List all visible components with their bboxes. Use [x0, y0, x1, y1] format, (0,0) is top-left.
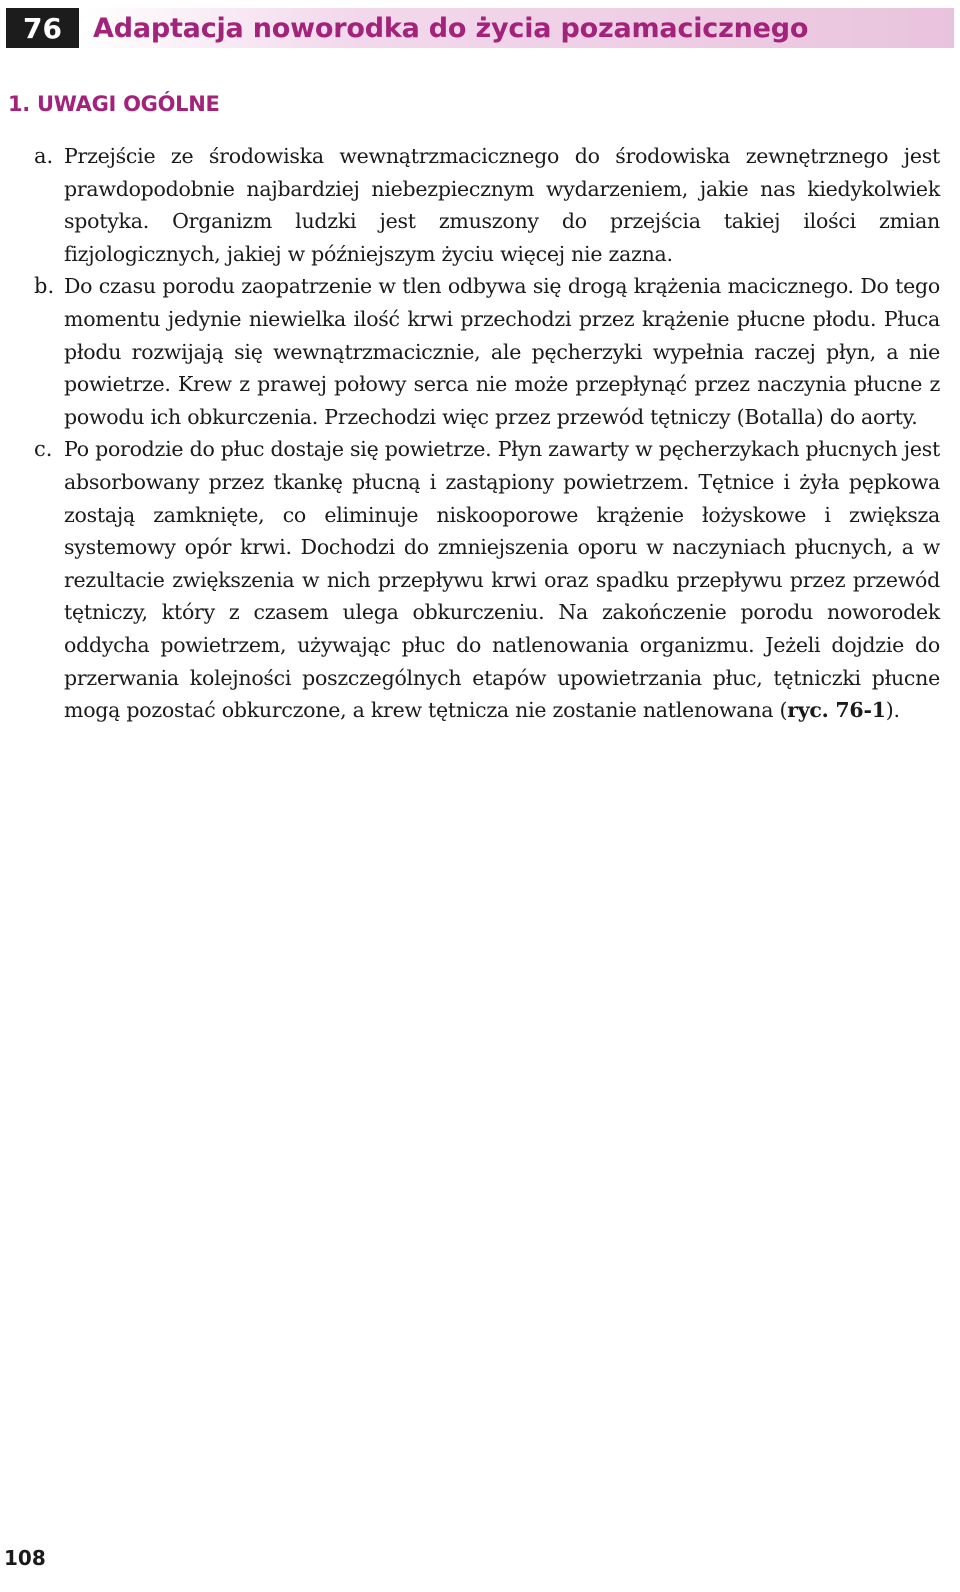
list-item-a	[34, 140, 940, 270]
item-text-c	[64, 433, 940, 726]
body-content	[34, 140, 940, 727]
item-text-c-body: Po porodzie do płuc dostaje się powietrze. Płyn zawarty w pęcherzykach płucnych jest absorbowany przez tkankę płucną i zastąpiony powietrzem. Tętnice i żyła pępkowa zostają zamknięte, co eliminuje niskooporowe krążenie łożyskowe i zwiększa systemowy opór krwi. Dochodzi do zmniejszenia oporu w naczyniach płucnych, a w rezultacie zwiększenia w nich przepływu krwi oraz spadku przepływu przez przewód tętniczy, który z czasem ulega obkurczeniu. Na zakończenie porodu noworodek oddycha powietrzem, używając płuc do natlenowania organizmu. Jeżeli dojdzie do przerwania kolejności poszczególnych etapów upowietrzania płuc, tętniczki płucne mogą pozostać obkurczone, a krew tętnicza nie zostanie natlenowana (	[64, 437, 940, 723]
item-text-b: Do czasu porodu zaopatrzenie w tlen odbywa się drogą krążenia macicznego. Do tego momentu jedynie niewielka ilość krwi przechodzi przez krążenie płucne płodu. Płuca płodu rozwijają się wewnątrzmacicznie, ale pęcherzyki wypełnia raczej płyn, a nie powietrze. Krew z prawej połowy serca nie może przepłynąć przez naczynia płucne z powodu ich obkurczenia. Przechodzi więc przez przewód tętniczy (Botalla) do aorty.	[64, 274, 940, 429]
section-heading: 1. UWAGI OGÓLNE	[8, 92, 220, 116]
chapter-title-band	[85, 8, 954, 48]
chapter-header	[6, 8, 954, 48]
item-text-a: Przejście ze środowiska wewnątrzmacicznego do środowiska zewnętrznego jest prawdopodobnie najbardziej niebezpiecznym wydarzeniem, jakie nas kiedykolwiek spotyka. Organizm ludzki jest zmuszony do przejścia takiej ilości zmian fizjologicznych, jakiej w późniejszym życiu więcej nie zazna.	[64, 144, 940, 266]
item-text-c-end: ).	[885, 698, 900, 723]
list-item-c	[34, 433, 940, 726]
item-marker-c: c.	[34, 437, 53, 462]
item-marker-b: b.	[34, 274, 55, 299]
figure-reference-link[interactable]: ryc. 76-1	[787, 698, 886, 723]
page-number: 108	[4, 1546, 46, 1570]
list-item-b	[34, 270, 940, 433]
chapter-number: 76	[6, 8, 79, 48]
item-marker-a: a.	[34, 144, 54, 168]
chapter-title: Adaptacja noworodka do życia pozamacicznego	[93, 12, 809, 44]
